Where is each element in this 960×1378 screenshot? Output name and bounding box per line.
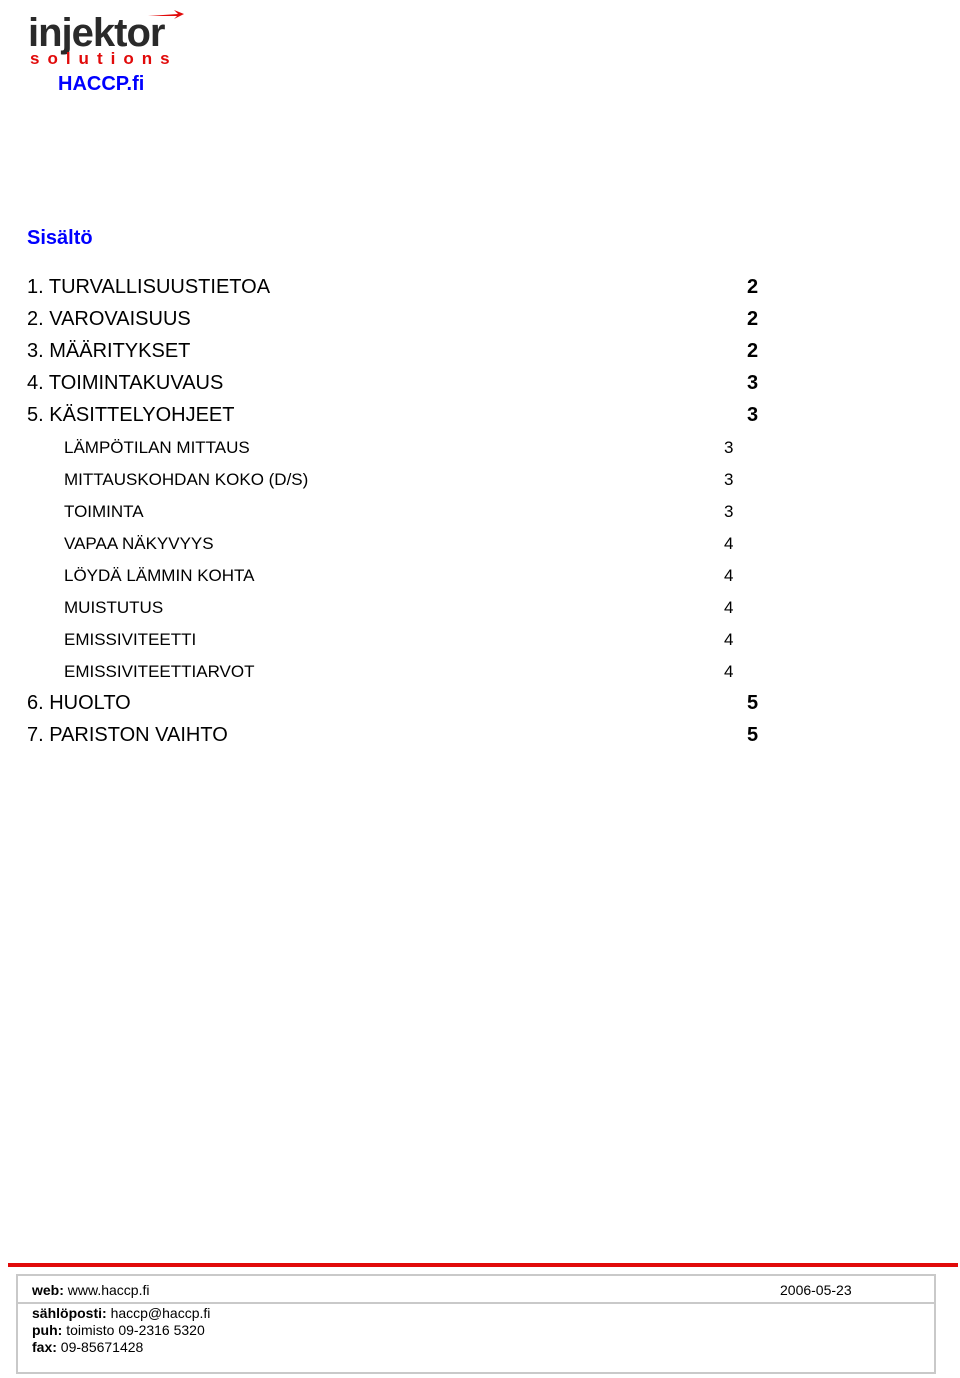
toc-entry-label: LÄMPÖTILAN MITTAUS (64, 438, 250, 457)
email-value[interactable]: haccp@haccp.fi (110, 1305, 211, 1321)
toc-entry-page: 2 (747, 308, 759, 330)
toc-entry-label: LÖYDÄ LÄMMIN KOHTA (64, 566, 255, 585)
email-label: sählöposti: (32, 1305, 107, 1321)
web-label: web: (32, 1282, 64, 1298)
toc-entry-label: EMISSIVITEETTI (64, 630, 197, 649)
footer-contact-box (16, 1274, 936, 1374)
toc-entry[interactable] (0, 558, 960, 590)
toc-entry[interactable] (0, 526, 960, 558)
toc-entry-label: 7. PARISTON VAIHTO (27, 724, 228, 746)
toc-entry[interactable] (0, 622, 960, 654)
fax-label: fax: (32, 1339, 57, 1355)
footer-divider (8, 1263, 958, 1267)
toc-entry-page: 3 (724, 438, 734, 457)
toc-entry-page: 3 (724, 502, 734, 521)
toc-entry-label: 4. TOIMINTAKUVAUS (27, 372, 224, 394)
toc-entry[interactable] (0, 334, 960, 366)
toc-entry[interactable] (0, 462, 960, 494)
toc-entry[interactable] (0, 494, 960, 526)
toc-entry-page: 4 (724, 630, 734, 649)
footer-web (32, 1282, 149, 1298)
svg-text:injektor: injektor (28, 11, 165, 55)
toc-entry[interactable] (0, 430, 960, 462)
toc-entry-label: TOIMINTA (64, 502, 144, 521)
toc-entry-page: 5 (747, 724, 759, 746)
footer-date: 2006-05-23 (780, 1282, 852, 1298)
toc-entry-page: 2 (747, 340, 759, 362)
toc-entry[interactable] (0, 590, 960, 622)
toc-entry[interactable] (0, 398, 960, 430)
toc-entry-label: VAPAA NÄKYVYYS (64, 534, 214, 553)
phone-value: toimisto 09-2316 5320 (66, 1322, 205, 1338)
footer-phone (32, 1322, 205, 1338)
toc-entry-label: EMISSIVITEETTIARVOT (64, 662, 255, 681)
toc-entry-page: 4 (724, 662, 734, 681)
footer-fax (32, 1339, 143, 1355)
toc-entry[interactable] (0, 270, 960, 302)
svg-text:solutions: solutions (30, 49, 178, 68)
toc-entry[interactable] (0, 718, 960, 750)
toc-entry-page: 4 (724, 598, 734, 617)
toc-entry-page: 3 (724, 470, 734, 489)
toc-entry-page: 3 (747, 404, 759, 426)
toc-entry-label: 6. HUOLTO (27, 692, 131, 714)
footer-inner-divider (18, 1302, 934, 1304)
toc-entry-label: 1. TURVALLISUUSTIETOA (27, 276, 271, 298)
toc-entry-label: MITTAUSKOHDAN KOKO (D/S) (64, 470, 309, 489)
injektor-solutions-logo (28, 8, 188, 68)
table-of-contents (0, 270, 960, 750)
toc-entry-page: 2 (747, 276, 759, 298)
toc-entry-page: 4 (724, 534, 734, 553)
toc-entry[interactable] (0, 366, 960, 398)
toc-entry-page: 5 (747, 692, 759, 714)
web-value[interactable]: www.haccp.fi (67, 1282, 150, 1298)
toc-entry[interactable] (0, 686, 960, 718)
fax-value: 09-85671428 (60, 1339, 144, 1355)
toc-entry-page: 4 (724, 566, 734, 585)
phone-label: puh: (32, 1322, 63, 1338)
toc-entry-label: 3. MÄÄRITYKSET (27, 340, 191, 362)
site-name: HACCP.fi (58, 73, 145, 95)
toc-entry-label: MUISTUTUS (64, 598, 164, 617)
toc-entry-label: 2. VAROVAISUUS (27, 308, 191, 330)
toc-title: Sisältö (27, 227, 93, 249)
toc-entry[interactable] (0, 654, 960, 686)
toc-entry[interactable] (0, 302, 960, 334)
footer-email (32, 1305, 210, 1321)
toc-entry-label: 5. KÄSITTELYOHJEET (27, 404, 235, 426)
toc-entry-page: 3 (747, 372, 759, 394)
